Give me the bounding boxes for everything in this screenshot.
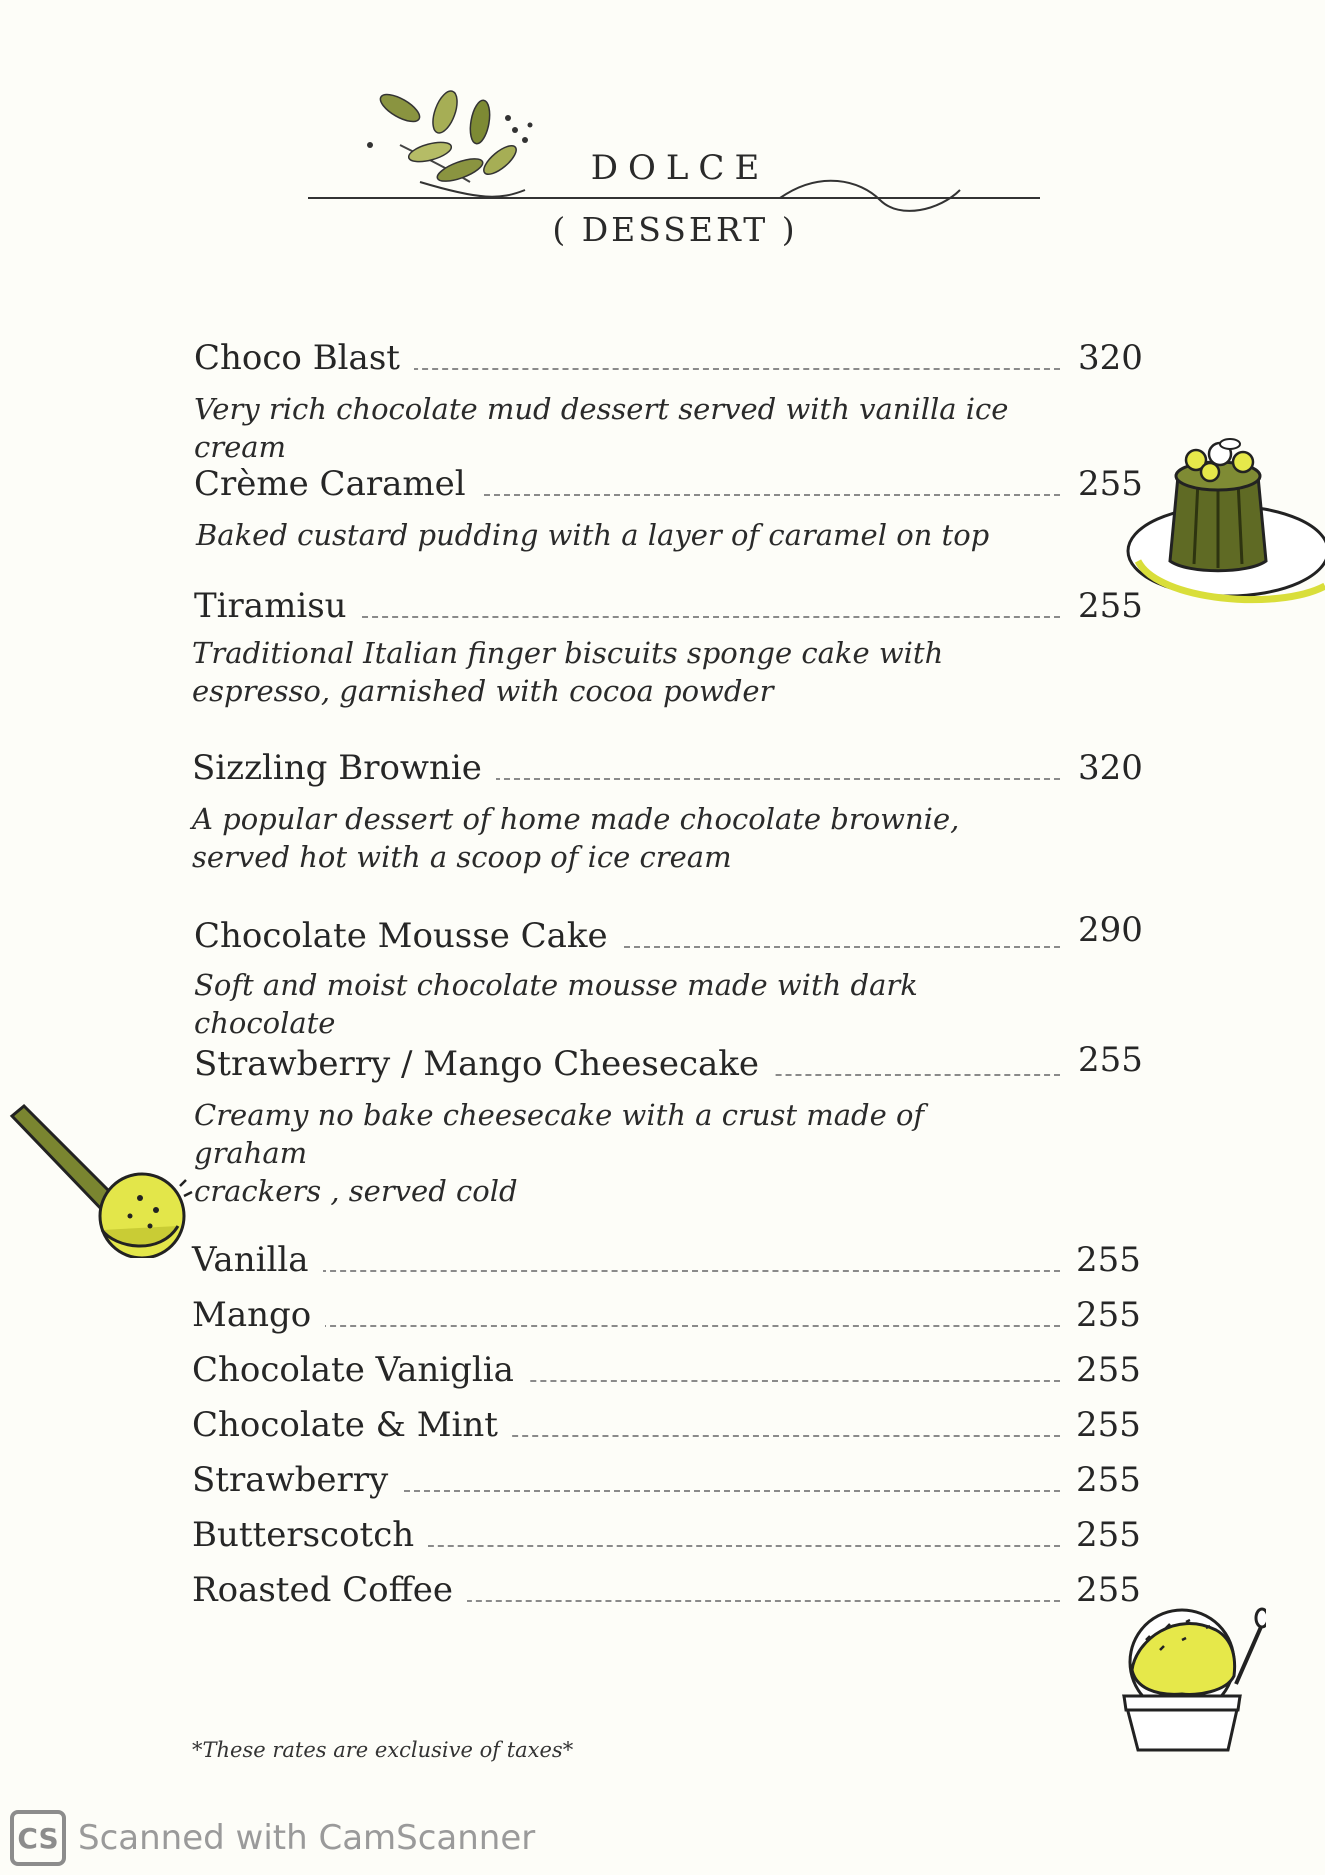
dotted-leader	[352, 616, 1060, 618]
item-description: Baked custard pudding with a layer of caramel on top	[196, 518, 990, 552]
camscanner-watermark	[10, 1808, 535, 1868]
item-name: Sizzling Brownie	[192, 748, 496, 788]
item-name: Roasted Coffee	[192, 1570, 467, 1610]
item-description: Creamy no bake cheesecake with a crust made of graham crackers , served cold	[194, 1098, 925, 1208]
item-price: 255	[1076, 1570, 1141, 1610]
item-description: Traditional Italian finger biscuits sponge cake with espresso, garnished with cocoa powder	[192, 636, 944, 708]
dotted-leader	[394, 1490, 1060, 1492]
item-price: 255	[1078, 464, 1143, 504]
item-name: Crème Caramel	[194, 464, 480, 504]
dotted-leader	[472, 1435, 1060, 1437]
dotted-leader	[574, 946, 1060, 948]
item-name: Chocolate Vaniglia	[192, 1350, 528, 1390]
ice-cream-scoop-icon	[0, 1098, 200, 1258]
item-price: 255	[1076, 1295, 1141, 1335]
item-price: 255	[1076, 1515, 1141, 1555]
item-description: A popular dessert of home made chocolate brownie, served hot with a scoop of ice cream	[192, 802, 960, 874]
item-price: 255	[1078, 586, 1143, 626]
dotted-leader	[444, 494, 1060, 496]
item-description: Very rich chocolate mud dessert served with vanilla ice cream	[194, 392, 1009, 464]
item-price: 255	[1076, 1350, 1141, 1390]
camscanner-text: Scanned with CamScanner	[78, 1818, 536, 1858]
dotted-leader	[474, 778, 1060, 780]
item-name: Choco Blast	[194, 338, 414, 378]
item-name: Strawberry / Mango Cheesecake	[194, 1044, 773, 1084]
ice-cream-cup-icon	[1116, 1600, 1266, 1760]
item-price: 290	[1078, 910, 1143, 950]
item-price: 320	[1078, 338, 1143, 378]
item-name: Strawberry	[192, 1460, 402, 1500]
item-name: Chocolate & Mint	[192, 1405, 512, 1445]
item-name: Tiramisu	[194, 586, 361, 626]
dotted-leader	[490, 1380, 1060, 1382]
item-name: Butterscotch	[192, 1515, 428, 1555]
dotted-leader	[320, 1270, 1060, 1272]
pudding-plate-icon	[1118, 436, 1325, 616]
dotted-leader	[436, 1600, 1060, 1602]
dotted-leader	[392, 368, 1060, 370]
item-price: 255	[1078, 1040, 1143, 1080]
item-name: Mango	[192, 1295, 325, 1335]
dotted-leader	[408, 1545, 1060, 1547]
item-price: 320	[1078, 748, 1143, 788]
item-price: 255	[1076, 1460, 1141, 1500]
item-description: Soft and moist chocolate mousse made with dark chocolate	[194, 968, 918, 1040]
item-price: 255	[1076, 1405, 1141, 1445]
item-name: Chocolate Mousse Cake	[194, 916, 622, 956]
tax-footnote: *These rates are exclusive of taxes*	[192, 1738, 574, 1762]
item-price: 255	[1076, 1240, 1141, 1280]
menu-title: DOLCE	[590, 148, 770, 188]
camscanner-logo: CS	[10, 1810, 66, 1866]
item-name: Vanilla	[192, 1240, 323, 1280]
dotted-leader	[320, 1325, 1060, 1327]
menu-subtitle: ( DESSERT )	[552, 210, 798, 249]
